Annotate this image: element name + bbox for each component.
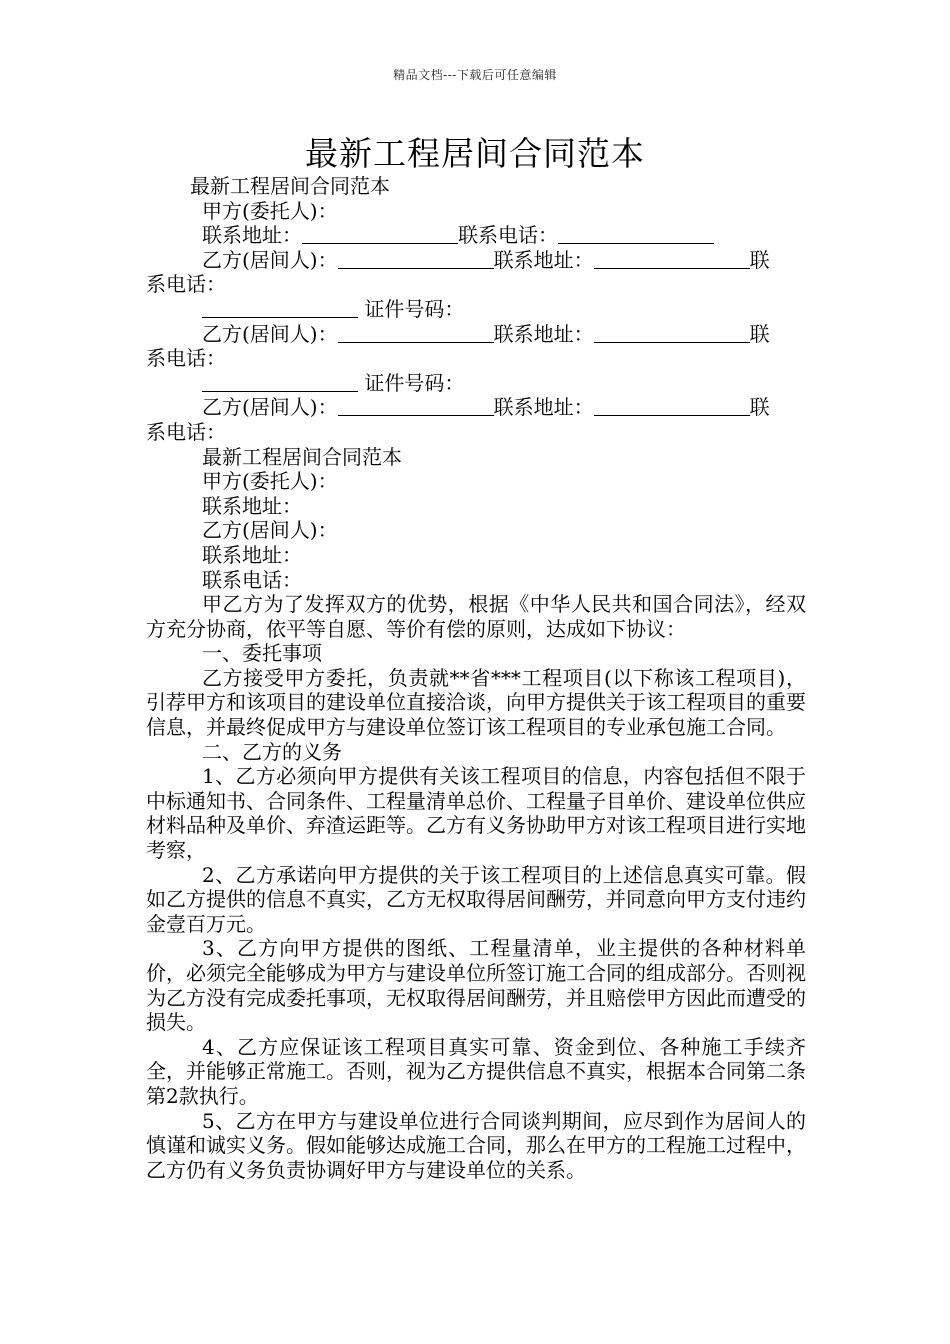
cover-phone-wrap-3: 系电话： — [146, 419, 226, 444]
address-blank — [594, 397, 750, 416]
cover-phone-wrap-1: 系电话： — [146, 272, 226, 297]
document-body — [146, 174, 806, 1182]
cover-party-b-2: 乙方(居间人)： 联系地址： 联 — [202, 321, 770, 346]
cover-party-a-contact — [146, 223, 806, 248]
party-blank — [338, 250, 494, 269]
cover-id-line-2: 证件号码： — [146, 371, 806, 396]
obligation-item-3: 3、乙方向甲方提供的图纸、工程量清单，业主提供的各种材料单价，必须完全能够成为甲方与建设单位所签订施工合同的组成部分。否则视为乙方没有完成委托事项，无权取得居间酬劳，并且赔偿甲方因此而遭受的损失。 — [146, 936, 806, 1035]
phone-blank — [558, 225, 714, 244]
obligation-item-2: 2、乙方承诺向甲方提供的关于该工程项目的上述信息真实可靠。假如乙方提供的信息不真实，乙方无权取得居间酬劳，并同意向甲方支付违约金壹百万元。 — [146, 862, 806, 936]
cover-party-b-3: 乙方(居间人)： 联系地址： 联 — [202, 395, 770, 420]
party-blank — [338, 397, 494, 416]
intro-paragraph: 甲乙方为了发挥双方的优势，根据《中华人民共和国合同法》，经双方充分协商，依平等自愿、等价有偿的原则，达成如下协议： — [146, 592, 806, 641]
section1-paragraph: 乙方接受甲方委托，负责就**省***工程项目(以下称该工程项目)，引荐甲方和该项目的建设单位直接洽谈，向甲方提供关于该工程项目的重要信息，并最终促成甲方与建设单位签订该工程项目的专业承包施工合同。 — [146, 665, 806, 740]
address-label: 联系地址： — [202, 223, 302, 248]
cover-party-a: 甲方(委托人)： — [202, 198, 338, 223]
address-blank — [594, 250, 750, 269]
body-party-a: 甲方(委托人)： — [202, 469, 338, 494]
cover-id-line-1: 证件号码： — [146, 297, 806, 322]
page-header-watermark: 精品文档---下载后可任意编辑 — [393, 68, 557, 82]
body-address-b: 联系地址： — [202, 542, 302, 567]
cover-party-b-1: 乙方(居间人)： 联系地址： 联 — [202, 247, 770, 272]
obligation-item-4: 4、乙方应保证该工程项目真实可靠、资金到位、各种施工手续齐全，并能够正常施工。否则，视为乙方提供信息不真实，根据本合同第二条第2款执行。 — [146, 1034, 806, 1108]
section1-heading: 一、委托事项 — [202, 641, 322, 666]
address-blank — [302, 225, 458, 244]
party-blank — [338, 324, 494, 343]
obligation-item-5: 5、乙方在甲方与建设单位进行合同谈判期间，应尽到作为居间人的慎谨和诚实义务。假如能够达成施工合同，那么在甲方的工程施工过程中，乙方仍有义务负责协调好甲方与建设单位的关系。 — [146, 1108, 806, 1182]
body-subtitle: 最新工程居间合同范本 — [202, 444, 402, 469]
section2-heading: 二、乙方的义务 — [202, 739, 342, 764]
document-title: 最新工程居间合同范本 — [305, 134, 645, 173]
phone-blank — [202, 299, 358, 318]
obligation-item-1: 1、乙方必须向甲方提供有关该工程项目的信息，内容包括但不限于中标通知书、合同条件、工程量清单总价、工程量子目单价、建设单位供应材料品种及单价、弃渣运距等。乙方有义务协助甲方对该工程项目进行实地考察， — [146, 764, 806, 863]
phone-label: 联系电话： — [458, 223, 558, 248]
cover-phone-wrap-2: 系电话： — [146, 346, 226, 371]
body-phone-b: 联系电话： — [202, 567, 302, 592]
phone-blank — [202, 373, 358, 392]
body-address-a: 联系地址： — [202, 493, 302, 518]
body-party-b: 乙方(居间人)： — [202, 518, 338, 543]
address-blank — [594, 324, 750, 343]
cover-subtitle: 最新工程居间合同范本 — [190, 174, 390, 198]
